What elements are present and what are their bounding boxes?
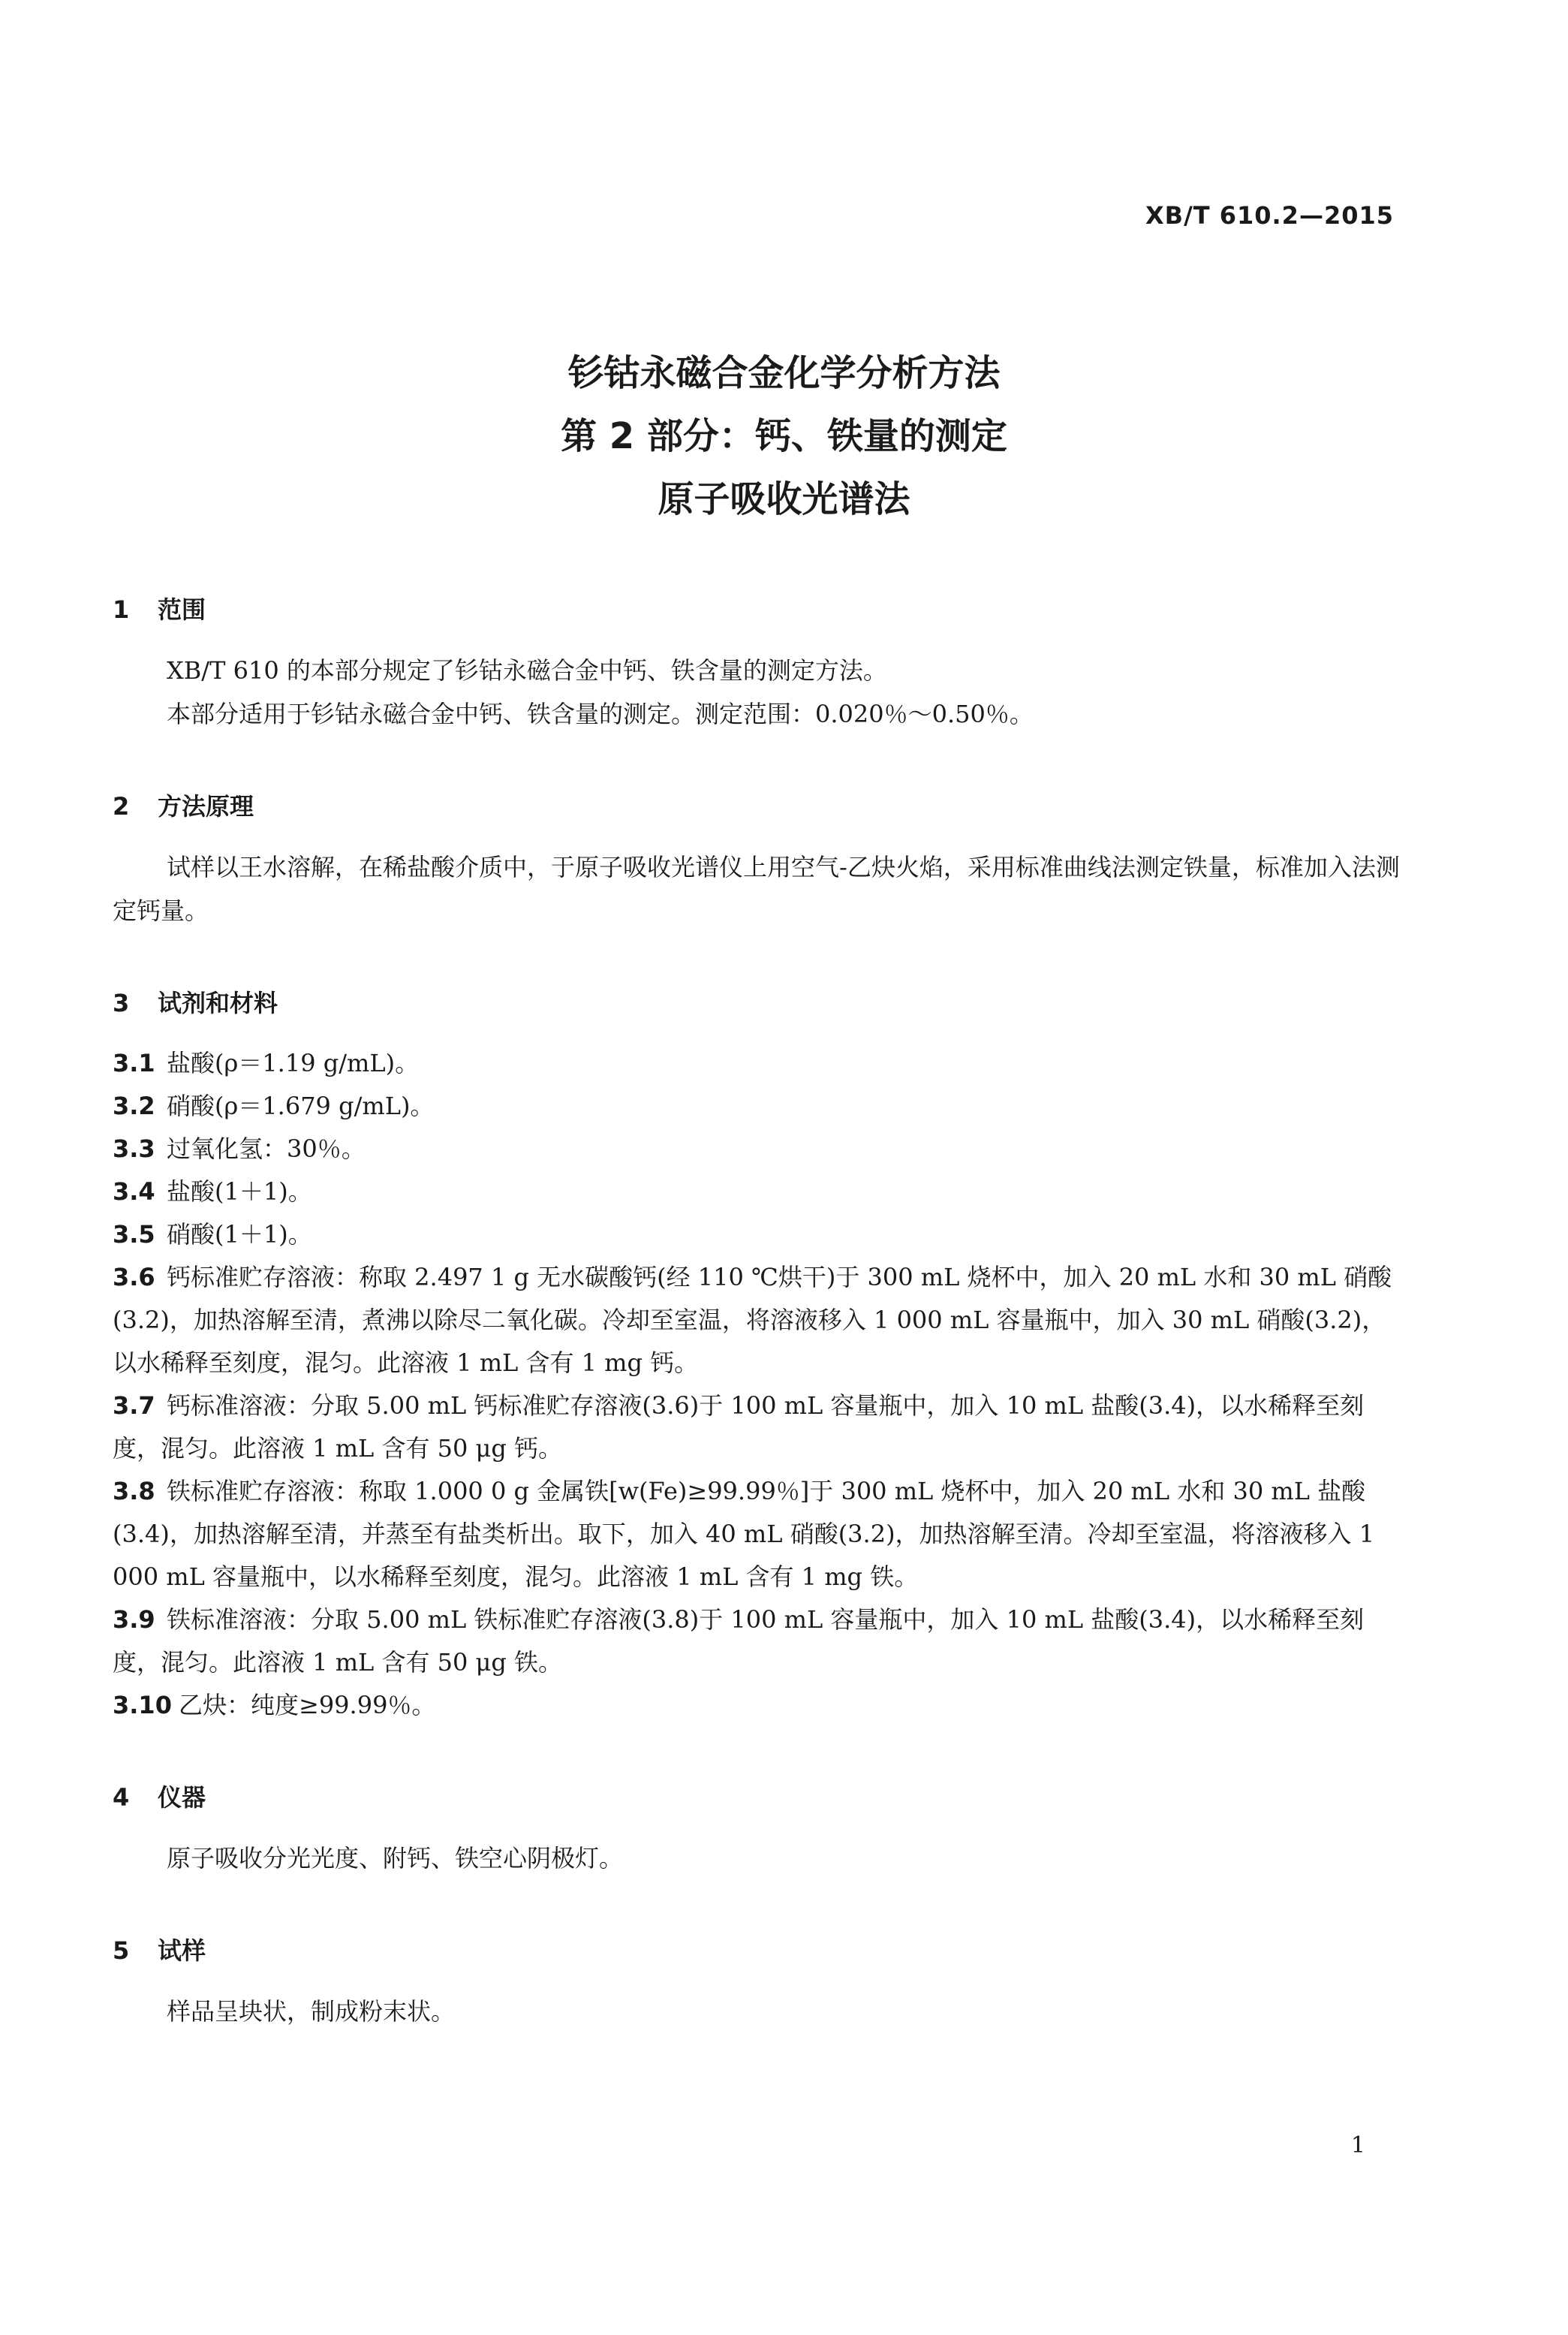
item-number: 3.4 bbox=[113, 1177, 155, 1206]
item-number: 3.2 bbox=[113, 1092, 155, 1120]
section-title: 方法原理 bbox=[158, 792, 254, 821]
section-4-paragraph-1: 原子吸收分光光度、附钙、铁空心阴极灯。 bbox=[167, 1844, 624, 1873]
item-number: 3.10 bbox=[113, 1691, 172, 1719]
title-line-1: 钐钴永磁合金化学分析方法 bbox=[567, 352, 1001, 394]
section-3-heading bbox=[113, 987, 1404, 1020]
item-text: 铁标准贮存溶液：称取 1.000 0 g 金属铁[w(Fe)≥99.99％]于 300 mL 烧杯中，加入 20 mL 水和 30 mL 盐酸(3.4)，加热溶解至清，并蒸至有盐类析出。取下，加入 40 mL 硝酸(3.2)，加热溶解至清。冷却至室温，将溶液移入 1 000 mL 容量瓶中，以水稀释至刻度，混匀。此溶液 1 mL 含有 1 mg 铁。 bbox=[113, 1477, 1375, 1591]
section-5-heading bbox=[113, 1934, 1404, 1967]
item-number: 3.7 bbox=[113, 1391, 155, 1420]
list-item bbox=[113, 1128, 1404, 1171]
item-text: 铁标准溶液：分取 5.00 mL 铁标准贮存溶液(3.8)于 100 mL 容量瓶中，加入 10 mL 盐酸(3.4)，以水稀释至刻度，混匀。此溶液 1 mL 含有 50 μg 铁。 bbox=[113, 1605, 1365, 1677]
list-item bbox=[113, 1256, 1404, 1384]
section-number: 1 bbox=[113, 595, 130, 624]
document-body bbox=[113, 593, 1404, 2033]
item-text: 盐酸(ρ＝1.19 g/mL)。 bbox=[167, 1049, 420, 1077]
list-item bbox=[113, 1085, 1404, 1128]
title-line-2: 第 2 部分：钙、铁量的测定 bbox=[561, 415, 1007, 457]
item-number: 3.8 bbox=[113, 1477, 155, 1505]
section-1-paragraph-2: 本部分适用于钐钴永磁合金中钙、铁含量的测定。测定范围：0.020％～0.50％。 bbox=[167, 700, 1034, 728]
list-item bbox=[113, 1171, 1404, 1213]
item-number: 3.5 bbox=[113, 1220, 155, 1249]
item-number: 3.1 bbox=[113, 1049, 155, 1077]
list-item bbox=[113, 1470, 1404, 1598]
item-text: 过氧化氢：30％。 bbox=[167, 1134, 366, 1163]
section-number: 2 bbox=[113, 792, 130, 821]
section-title: 试剂和材料 bbox=[158, 989, 278, 1017]
item-text: 乙炔：纯度≥99.99％。 bbox=[179, 1691, 436, 1719]
section-title: 范围 bbox=[158, 595, 206, 624]
item-text: 硝酸(1＋1)。 bbox=[167, 1220, 312, 1249]
section-4-heading bbox=[113, 1781, 1404, 1814]
section-2-paragraph-1: 试样以王水溶解，在稀盐酸介质中，于原子吸收光谱仪上用空气-乙炔火焰，采用标准曲线法测定铁量，标准加入法测定钙量。 bbox=[113, 853, 1400, 925]
section-number: 3 bbox=[113, 989, 130, 1017]
list-item bbox=[113, 1684, 1404, 1727]
item-text: 盐酸(1＋1)。 bbox=[167, 1177, 312, 1206]
title-line-3: 原子吸收光谱法 bbox=[658, 478, 910, 520]
item-number: 3.6 bbox=[113, 1263, 155, 1291]
section-2-heading bbox=[113, 790, 1404, 823]
section-number: 5 bbox=[113, 1936, 130, 1965]
section-number: 4 bbox=[113, 1783, 130, 1812]
standard-code: XB/T 610.2—2015 bbox=[1145, 201, 1394, 230]
section-1-heading bbox=[113, 593, 1404, 626]
item-text: 钙标准溶液：分取 5.00 mL 钙标准贮存溶液(3.6)于 100 mL 容量瓶中，加入 10 mL 盐酸(3.4)，以水稀释至刻度，混匀。此溶液 1 mL 含有 50 μg 钙。 bbox=[113, 1391, 1365, 1463]
item-number: 3.3 bbox=[113, 1134, 155, 1163]
list-item bbox=[113, 1598, 1404, 1684]
section-title: 试样 bbox=[158, 1936, 206, 1965]
list-item bbox=[113, 1384, 1404, 1470]
item-text: 硝酸(ρ＝1.679 g/mL)。 bbox=[167, 1092, 435, 1120]
document-title bbox=[0, 342, 1568, 531]
list-item bbox=[113, 1042, 1404, 1085]
section-1-paragraph-1: XB/T 610 的本部分规定了钐钴永磁合金中钙、铁含量的测定方法。 bbox=[167, 656, 887, 685]
page-number: 1 bbox=[1350, 2132, 1365, 2159]
section-title: 仪器 bbox=[158, 1783, 206, 1812]
item-text: 钙标准贮存溶液：称取 2.497 1 g 无水碳酸钙(经 110 ℃烘干)于 300 mL 烧杯中，加入 20 mL 水和 30 mL 硝酸(3.2)，加热溶解至清，煮沸以除尽二氧化碳。冷却至室温，将溶液移入 1 000 mL 容量瓶中，加入 30 mL 硝酸(3.2)，以水稀释至刻度，混匀。此溶液 1 mL 含有 1 mg 钙。 bbox=[113, 1263, 1392, 1377]
item-number: 3.9 bbox=[113, 1605, 155, 1634]
section-5-paragraph-1: 样品呈块状，制成粉末状。 bbox=[167, 1997, 456, 2026]
list-item bbox=[113, 1213, 1404, 1256]
